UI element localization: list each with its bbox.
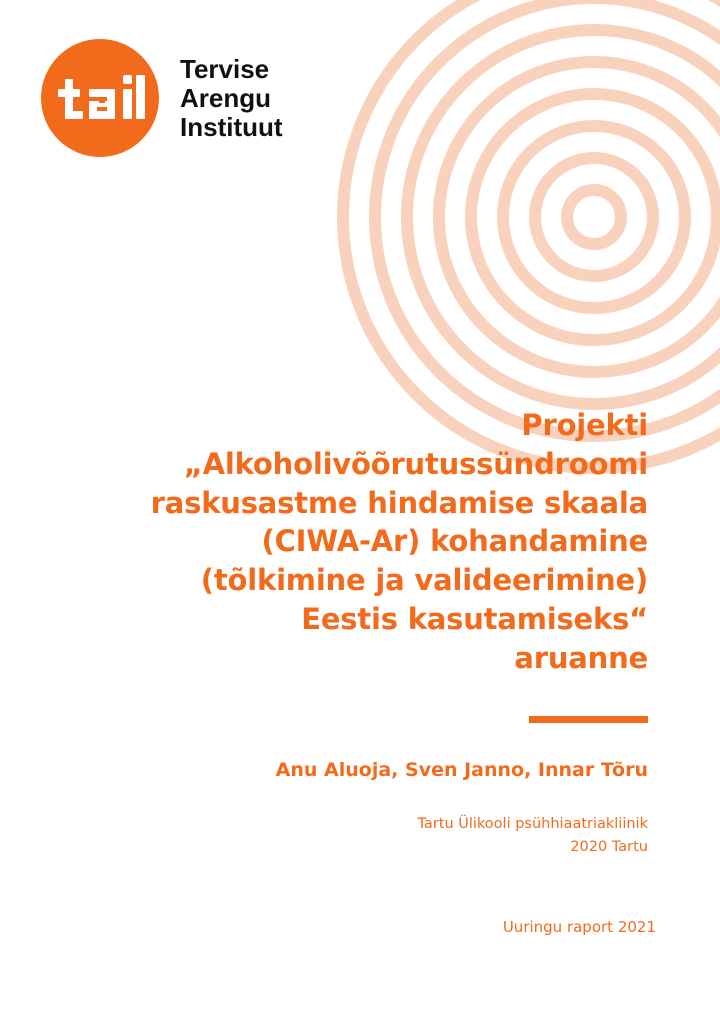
affiliation-institution: Tartu Ülikooli psühhiaatriakliinik [417, 816, 648, 832]
report-authors: Anu Aluoja, Sven Janno, Innar Tõru [275, 759, 648, 781]
tai-logo-icon [41, 39, 159, 157]
organization-name-line: Tervise [180, 54, 270, 84]
organization-name-line: Instituut [180, 112, 283, 142]
report-title-line: Projekti [521, 408, 648, 442]
report-series: Uuringu raport 2021 [502, 918, 656, 936]
report-title-line: raskusastme hindamise skaala [150, 485, 648, 520]
report-title-line: „Alkoholivõõrutussündroomi [183, 446, 648, 481]
title-divider [529, 716, 648, 723]
report-title [48, 406, 648, 678]
report-affiliation [88, 813, 648, 859]
affiliation-year-place: 2020 Tartu [570, 839, 648, 855]
report-title-line: aruanne [514, 640, 648, 675]
organization-name-line: Arengu [180, 83, 271, 113]
report-title-line: Eestis kasutamiseks“ [301, 601, 648, 636]
organization-name [180, 55, 350, 142]
report-title-line: (CIWA-Ar) kohandamine [261, 524, 648, 559]
report-title-line: (tõlkimine ja valideerimine) [200, 563, 648, 598]
